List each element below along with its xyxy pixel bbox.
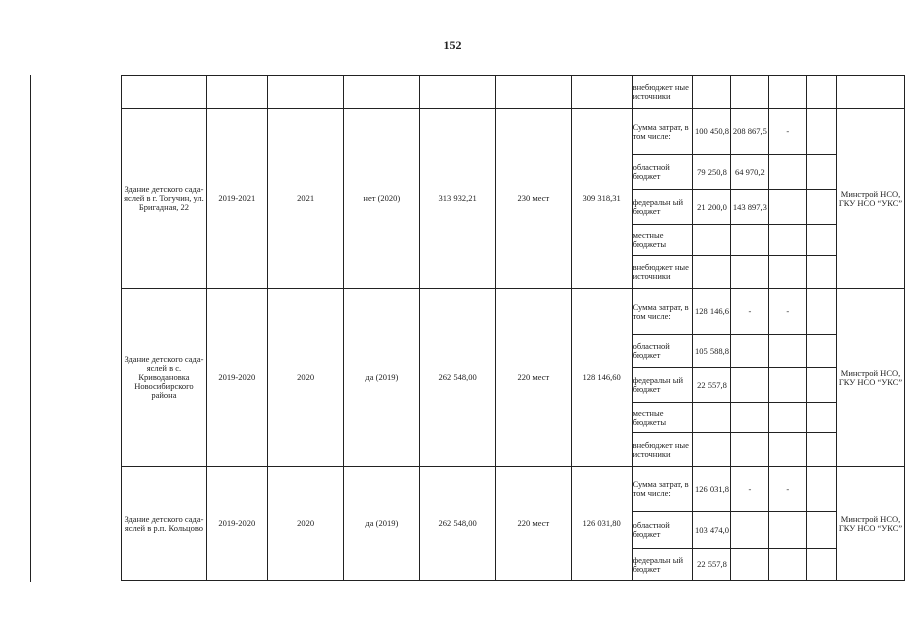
funding-source-label: областной бюджет bbox=[632, 335, 693, 368]
funding-value bbox=[731, 403, 769, 433]
object-capacity: 220 мест bbox=[495, 467, 571, 581]
object-remaining-cost: 126 031,80 bbox=[571, 467, 632, 581]
funding-value bbox=[693, 225, 731, 256]
table-row bbox=[122, 109, 905, 155]
funding-value: 105 588,8 bbox=[693, 335, 731, 368]
funding-value bbox=[769, 433, 807, 467]
funding-value bbox=[731, 335, 769, 368]
table-row bbox=[122, 289, 905, 335]
object-completion-year: 2020 bbox=[267, 289, 344, 467]
funding-value: 79 250,8 bbox=[693, 155, 731, 190]
funding-source-label: федеральн ый бюджет bbox=[632, 368, 693, 403]
object-estimated-cost: 262 548,00 bbox=[420, 289, 496, 467]
funding-value bbox=[731, 512, 769, 549]
funding-source-label: местные бюджеты bbox=[632, 225, 693, 256]
funding-value bbox=[693, 403, 731, 433]
funding-value: 128 146,6 bbox=[693, 289, 731, 335]
funding-value bbox=[769, 256, 807, 289]
funding-value bbox=[769, 512, 807, 549]
object-responsible: Минстрой НСО, ГКУ НСО “УКС” bbox=[837, 467, 905, 581]
funding-value: 22 557,8 bbox=[693, 549, 731, 581]
object-completion-year: 2020 bbox=[267, 467, 344, 581]
object-expertise: да (2019) bbox=[344, 289, 420, 467]
funding-value: - bbox=[731, 467, 769, 512]
funding-value bbox=[693, 256, 731, 289]
object-name: Здание детского сада-яслей в с. Криводановка Новосибирского района bbox=[122, 289, 207, 467]
funding-value: - bbox=[769, 109, 807, 155]
construction-objects-table bbox=[121, 75, 905, 581]
funding-value bbox=[731, 256, 769, 289]
funding-source-label: Сумма затрат, в том числе: bbox=[632, 467, 693, 512]
funding-value: 103 474,0 bbox=[693, 512, 731, 549]
funding-value bbox=[731, 549, 769, 581]
page-number: 152 bbox=[443, 38, 462, 52]
funding-value: - bbox=[769, 467, 807, 512]
funding-value: 143 897,3 bbox=[731, 190, 769, 225]
funding-value bbox=[769, 368, 807, 403]
funding-value bbox=[731, 368, 769, 403]
funding-value bbox=[769, 403, 807, 433]
funding-source-label: Сумма затрат, в том числе: bbox=[632, 289, 693, 335]
object-estimated-cost: 313 932,21 bbox=[420, 109, 496, 289]
object-responsible: Минстрой НСО, ГКУ НСО “УКС” bbox=[837, 109, 905, 289]
funding-value: 208 867,5 bbox=[731, 109, 769, 155]
funding-value bbox=[731, 225, 769, 256]
funding-source-label: федеральн ый бюджет bbox=[632, 190, 693, 225]
table-row bbox=[122, 467, 905, 512]
funding-source-label: внебюджет ные источники bbox=[632, 433, 693, 467]
funding-value: 126 031,8 bbox=[693, 467, 731, 512]
funding-value bbox=[769, 190, 807, 225]
funding-source-label: федеральн ый бюджет bbox=[632, 549, 693, 581]
object-period: 2019-2020 bbox=[206, 467, 267, 581]
object-responsible: Минстрой НСО, ГКУ НСО “УКС” bbox=[837, 289, 905, 467]
funding-value: 22 557,8 bbox=[693, 368, 731, 403]
funding-value bbox=[769, 549, 807, 581]
funding-value: - bbox=[769, 289, 807, 335]
object-estimated-cost: 262 548,00 bbox=[420, 467, 496, 581]
funding-value bbox=[769, 155, 807, 190]
funding-value bbox=[731, 433, 769, 467]
left-margin-line bbox=[30, 75, 31, 582]
object-remaining-cost: 309 318,31 bbox=[571, 109, 632, 289]
object-expertise: да (2019) bbox=[344, 467, 420, 581]
object-completion-year: 2021 bbox=[267, 109, 344, 289]
funding-source-label: областной бюджет bbox=[632, 512, 693, 549]
funding-value bbox=[693, 433, 731, 467]
object-remaining-cost: 128 146,60 bbox=[571, 289, 632, 467]
object-period: 2019-2021 bbox=[206, 109, 267, 289]
funding-value bbox=[769, 335, 807, 368]
funding-source-label: внебюджет ные источники bbox=[632, 76, 693, 109]
object-name: Здание детского сада-яслей в р.п. Кольцово bbox=[122, 467, 207, 581]
object-expertise: нет (2020) bbox=[344, 109, 420, 289]
object-period: 2019-2020 bbox=[206, 289, 267, 467]
funding-value: 100 450,8 bbox=[693, 109, 731, 155]
table-row bbox=[122, 76, 905, 109]
funding-source-label: внебюджет ные источники bbox=[632, 256, 693, 289]
funding-source-label: областной бюджет bbox=[632, 155, 693, 190]
object-capacity: 230 мест bbox=[495, 109, 571, 289]
funding-value bbox=[769, 225, 807, 256]
funding-value: 64 970,2 bbox=[731, 155, 769, 190]
funding-source-label: местные бюджеты bbox=[632, 403, 693, 433]
funding-value: - bbox=[731, 289, 769, 335]
object-name: Здание детского сада-яслей в г. Тогучин, ул. Бригадная, 22 bbox=[122, 109, 207, 289]
funding-value: 21 200,0 bbox=[693, 190, 731, 225]
funding-source-label: Сумма затрат, в том числе: bbox=[632, 109, 693, 155]
object-capacity: 220 мест bbox=[495, 289, 571, 467]
